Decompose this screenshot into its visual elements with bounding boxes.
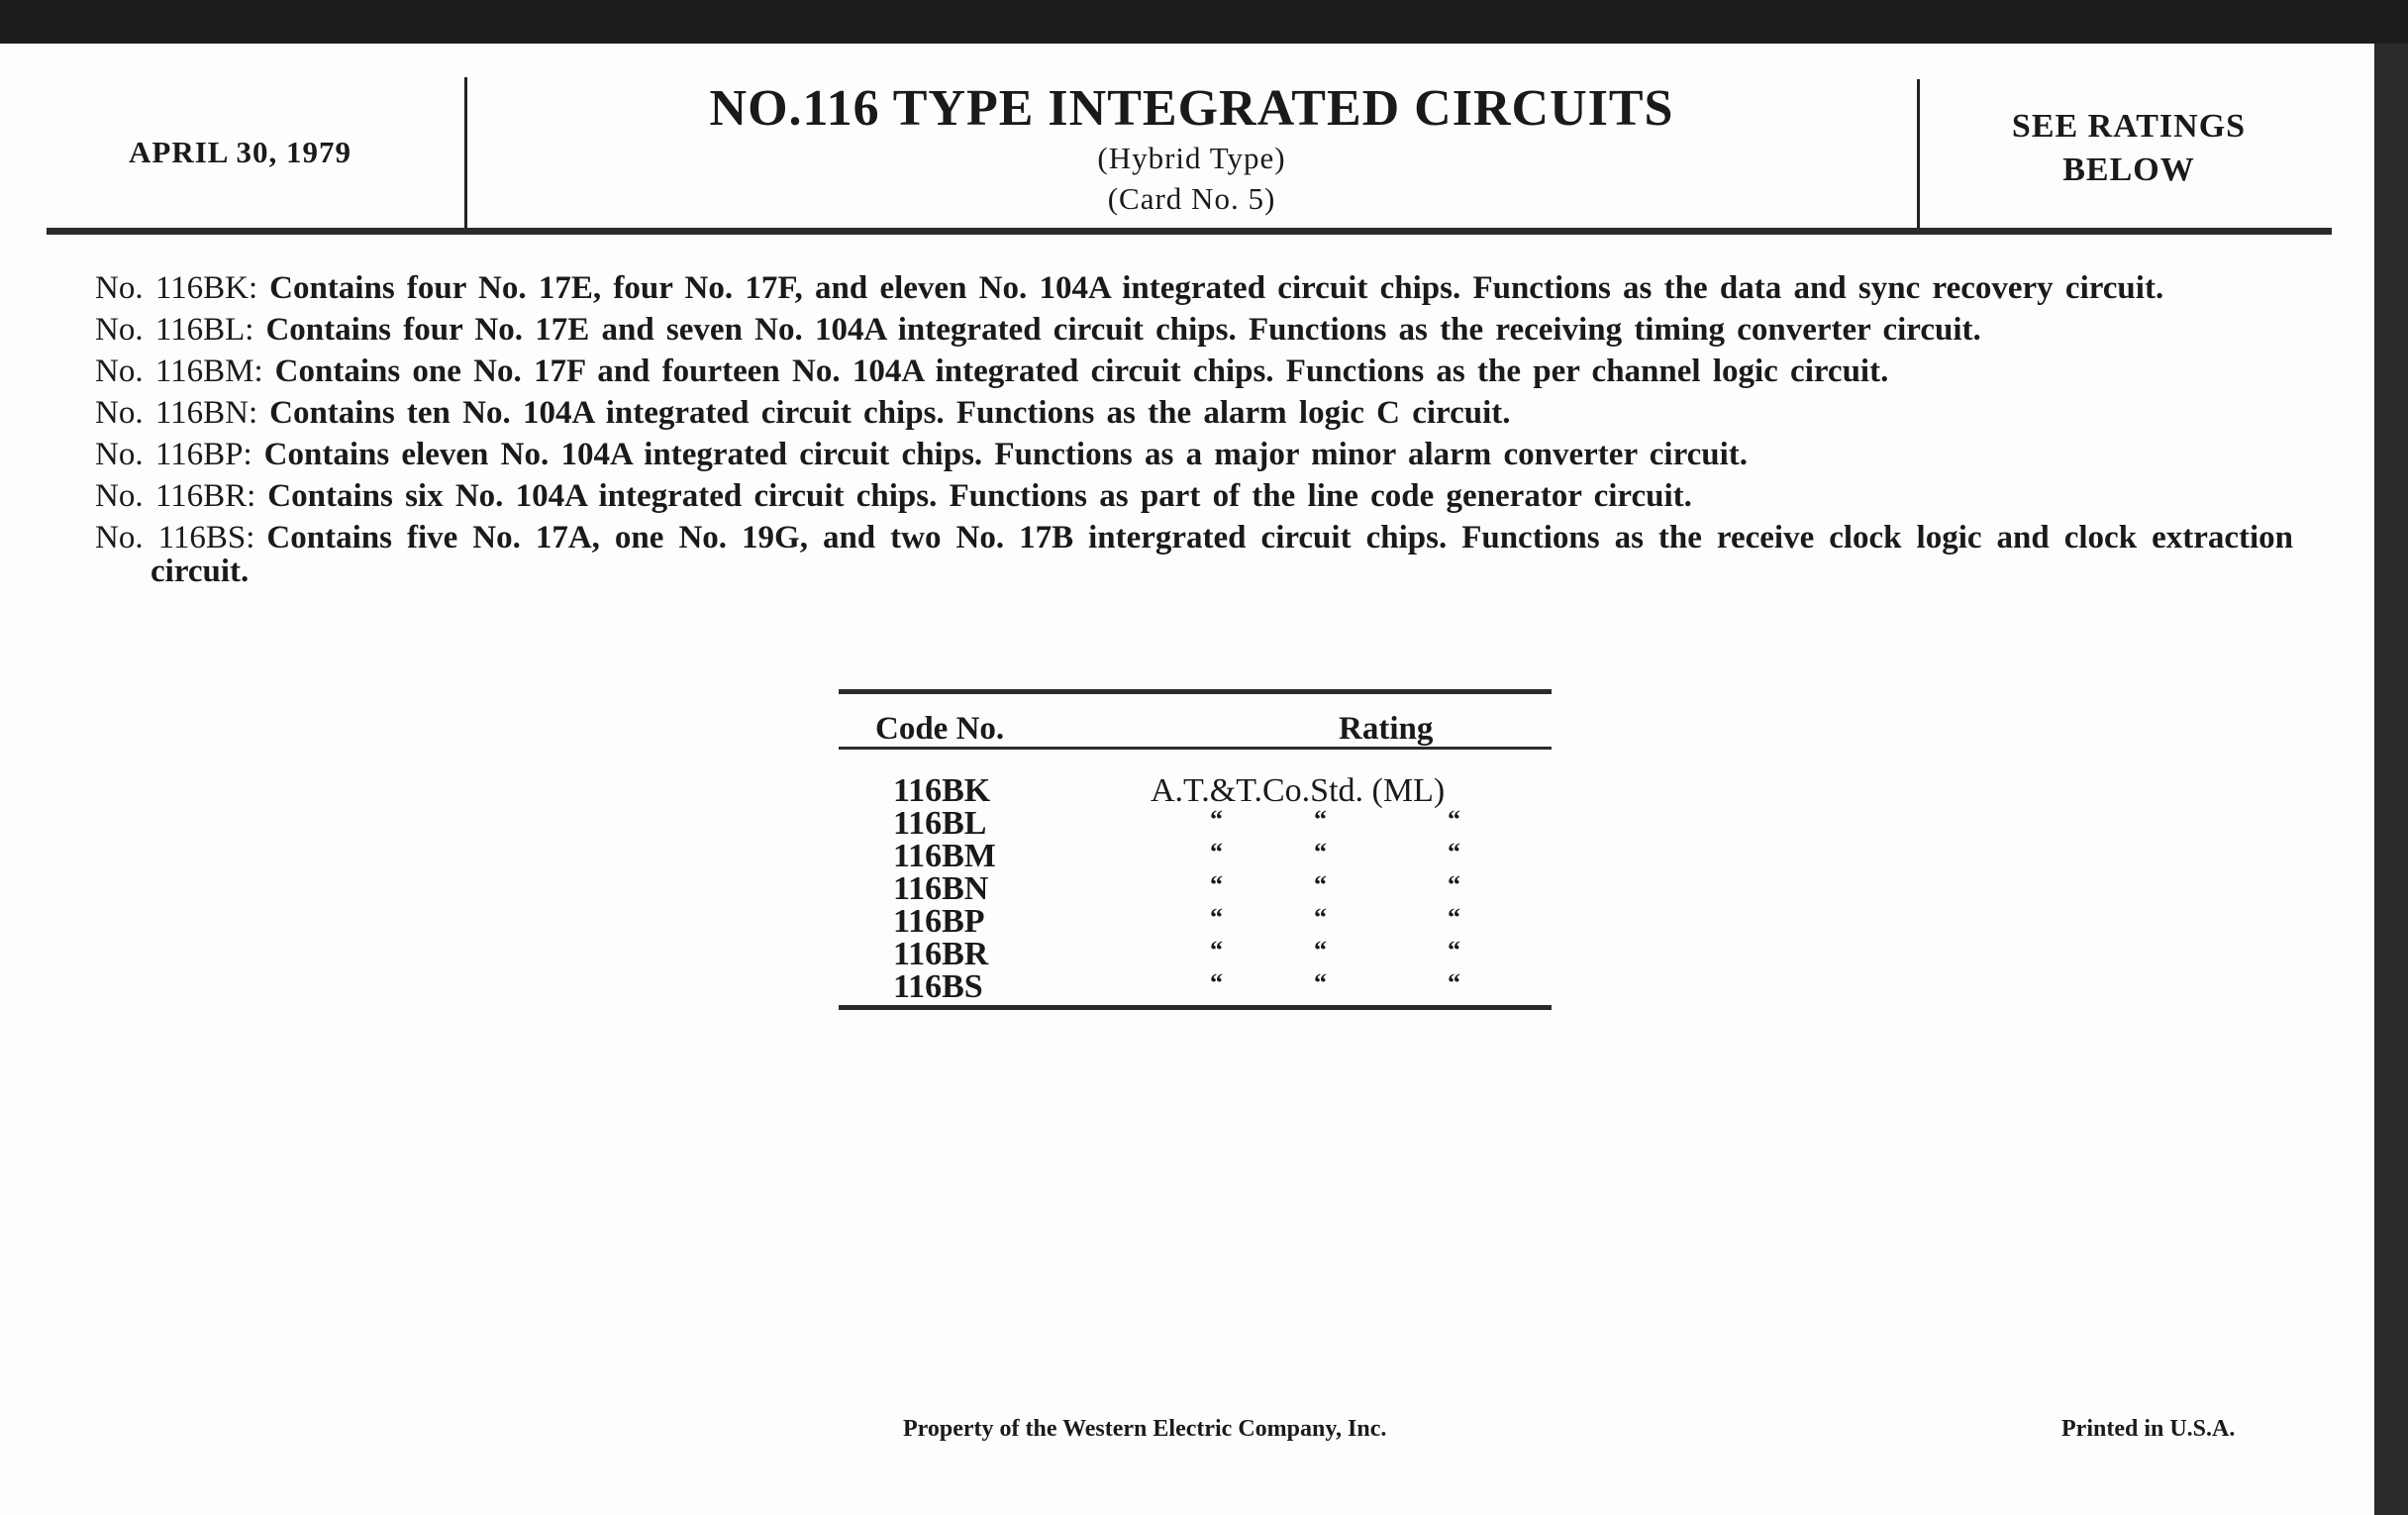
entry-text: Contains four No. 17E, four No. 17F, and eleven No. 104A integrated circuit chips. Functions as the data and sync recovery circuit. (269, 270, 2164, 306)
code-cell: 116BN (893, 870, 989, 907)
entry-label: No. 116BM: (95, 354, 263, 389)
entry-item (95, 271, 2293, 305)
entry-label: No. 116BN: (95, 395, 258, 431)
ratings-note-line1: SEE RATINGS (2011, 108, 2247, 145)
entry-label: No. 116BS: (95, 520, 255, 556)
ditto-mark: “ (1210, 936, 1223, 964)
ditto-mark: “ (1314, 870, 1327, 899)
entry-item (95, 354, 2293, 388)
ditto-mark: “ (1210, 903, 1223, 932)
subtitle-card-number: (Card No. 5) (1107, 181, 1276, 216)
ratings-note-line2: BELOW (2062, 152, 2195, 188)
table-row (839, 805, 1552, 842)
entry-item (95, 479, 2293, 513)
entry-label: No. 116BR: (95, 478, 256, 514)
entry-list (95, 271, 2293, 596)
ditto-mark: “ (1314, 968, 1327, 997)
footer-property: Property of the Western Electric Company, Inc. (903, 1416, 1387, 1442)
ditto-mark: “ (1210, 968, 1223, 997)
card-date: APRIL 30, 1979 (129, 135, 351, 169)
table-row (839, 903, 1552, 940)
table-top-rule (839, 689, 1552, 694)
entry-item (95, 438, 2293, 471)
code-cell: 116BR (893, 936, 989, 972)
entry-text: Contains one No. 17F and fourteen No. 104A integrated circuit chips. Functions as the per channel logic circuit. (274, 354, 1889, 389)
scan-edge (2374, 44, 2408, 1515)
table-row (839, 870, 1552, 907)
table-row (839, 772, 1552, 809)
entry-label: No. 116BL: (95, 312, 254, 348)
column-header-rating: Rating (1339, 711, 1434, 747)
ditto-mark: “ (1448, 838, 1460, 866)
ditto-mark: “ (1210, 805, 1223, 834)
footer-printed: Printed in U.S.A. (2061, 1416, 2236, 1442)
entry-text: Contains ten No. 104A integrated circuit chips. Functions as the alarm logic C circuit. (269, 395, 1511, 431)
ditto-mark: “ (1448, 903, 1460, 932)
code-cell: 116BS (893, 968, 983, 1005)
code-cell: 116BK (893, 772, 991, 809)
header-rule (47, 228, 2332, 235)
rating-cell: A.T.&T.Co.Std. (ML) (1151, 772, 1446, 809)
entry-item (95, 521, 2293, 588)
code-cell: 116BP (893, 903, 985, 940)
table-row (839, 968, 1552, 1005)
entry-text: Contains eleven No. 104A integrated circuit chips. Functions as a major minor alarm converter circuit. (263, 437, 1749, 472)
subtitle-type: (Hybrid Type) (1097, 141, 1286, 175)
ditto-mark: “ (1314, 838, 1327, 866)
code-cell: 116BM (893, 838, 996, 874)
ditto-mark: “ (1210, 838, 1223, 866)
entry-item (95, 313, 2293, 347)
ditto-mark: “ (1210, 870, 1223, 899)
entry-label: No. 116BK: (95, 270, 258, 306)
page-title: NO.116 TYPE INTEGRATED CIRCUITS (709, 80, 1674, 137)
ditto-mark: “ (1448, 968, 1460, 997)
table-row (839, 936, 1552, 972)
ditto-mark: “ (1448, 870, 1460, 899)
entry-label: No. 116BP: (95, 437, 252, 472)
table-header-rule (839, 747, 1552, 750)
ditto-mark: “ (1314, 903, 1327, 932)
entry-text: Contains four No. 17E and seven No. 104A integrated circuit chips. Functions as the receiving timing converter circuit. (265, 312, 1981, 348)
table-row (839, 838, 1552, 874)
entry-text: Contains five No. 17A, one No. 19G, and two No. 17B intergrated circuit chips. Functions as the receive clock logic and clock extraction circuit. (150, 520, 2294, 589)
column-header-code: Code No. (875, 711, 1005, 747)
ditto-mark: “ (1448, 936, 1460, 964)
entry-text: Contains six No. 104A integrated circuit chips. Functions as part of the line code generator circuit. (267, 478, 1692, 514)
code-cell: 116BL (893, 805, 987, 842)
ditto-mark: “ (1448, 805, 1460, 834)
ditto-mark: “ (1314, 936, 1327, 964)
ratings-note (1921, 105, 2337, 192)
entry-item (95, 396, 2293, 430)
ditto-mark: “ (1314, 805, 1327, 834)
